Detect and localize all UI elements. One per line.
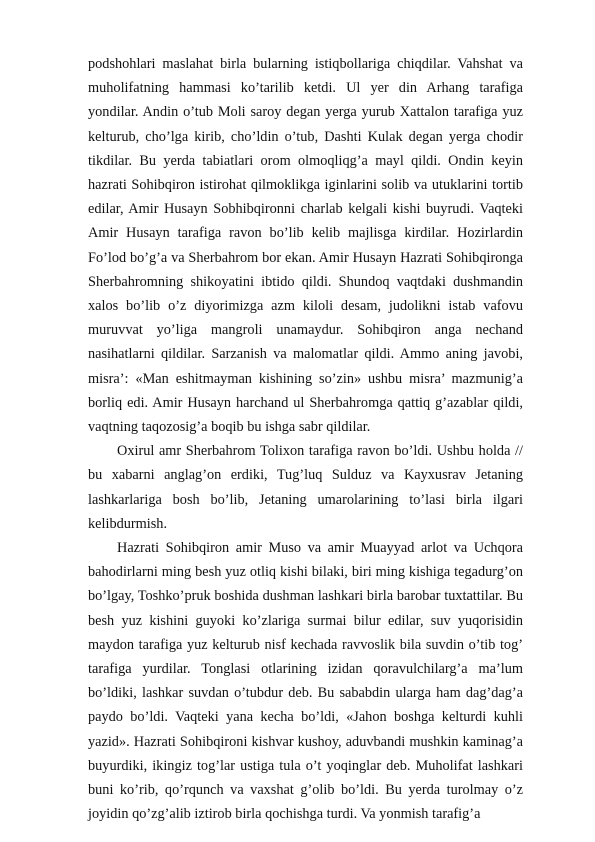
paragraph-1: podshohlari maslahat birla bularning istiqbollariga chiqdilar. Vahshat va muholifatning hammasi ko’tarilib ketdi. Ul yer din Arhang tarafiga yondilar. Andin o’tub Moli saroy degan yerga yurub Xattalon tarafiga yuz kelturub, cho’lga kirib, cho’ldin o’tub, Dashti Kulak degan yerga chodir tikdilar. Bu yerda tabiatlari orom olmoqliqg’a mayl qildi. Ondin keyin hazrati Sohibqiron istirohat qilmoklikga iginlarini solib va utuklarini tortib edilar, Amir Husayn Sobhibqironni charlab kelgali kishi buyrudi. Vaqteki Amir Husayn tarafiga ravon bo’lib kelib majlisga kirdilar. Hozirlardin Fo’lod bo’g’a va Sherbahrom bor ekan. Amir Husayn Hazrati Sohibqironga Sherbahromning shikoyatini ibtido qildi. Shundoq vaqtdaki dushmandin xalos bo’lib o’z diyorimizga azm kiloli desam, judolikni istab vafovu muruvvat yo’liga mangroli unamaydur. Sohibqiron anga nechand nasihatlarni qildilar. Sarzanish va malomatlar qildi. Ammo aning javobi, misra’: «Man eshitmayman kishining so’zin» ushbu misra’ mazmunig’a borliq edi. Amir Husayn harchand ul Sherbahromga qattiq g’azablar qildi, vaqtning taqozosig’a boqib bu ishga sabr qildilar. xyxy=(88,56,523,436)
document-page xyxy=(88,52,523,827)
paragraph-3: Hazrati Sohibqiron amir Muso va amir Muayyad arlot va Uchqora bahodirlarni ming besh yuz otliq kishi bilaki, biri ming kishiga tegadurg’on bo’lgay, Toshko’pruk boshida dushman lashkari birla barobar tuxtattilar. Bu besh yuz kishini guyoki ko’zlariga surmai bilur edilar, suv yuqorisidin maydon tarafiga yuz kelturub nisf kechada ravvoslik bila suvdin o’tib tog’ tarafiga yurdilar. Tonglasi otlarining izidan qoravulchilarg’a ma’lum bo’ldiki, lashkar suvdan o’tubdur deb. Bu sababdin ularga ham dag’dag’a paydo bo’ldi. Vaqteki yana kecha bo’ldi, «Jahon boshga kelturdi kuhli yazid». Hazrati Sohibqironi kishvar kushoy, aduvbandi mushkin kaminag’a buyurdiki, ikingiz tog’lar ustiga tula o’t yoqinglar deb. Muholifat lashkari buni ko’rib, qo’rqunch va vaxshat g’olib bo’ldi. Bu yerda turolmay o’z joyidin qo’zg’alib iztirob birla qochishga turdi. Va yonmish tarafig’a xyxy=(88,540,523,823)
paragraph-2: Oxirul amr Sherbahrom Tolixon tarafiga ravon bo’ldi. Ushbu holda // bu xabarni anglag’on erdiki, Tug’luq Sulduz va Kayxusrav Jetaning lashkarlariga bosh bo’lib, Jetaning umarolarining to’lasi birla ilgari kelibdurmish. xyxy=(88,443,523,532)
